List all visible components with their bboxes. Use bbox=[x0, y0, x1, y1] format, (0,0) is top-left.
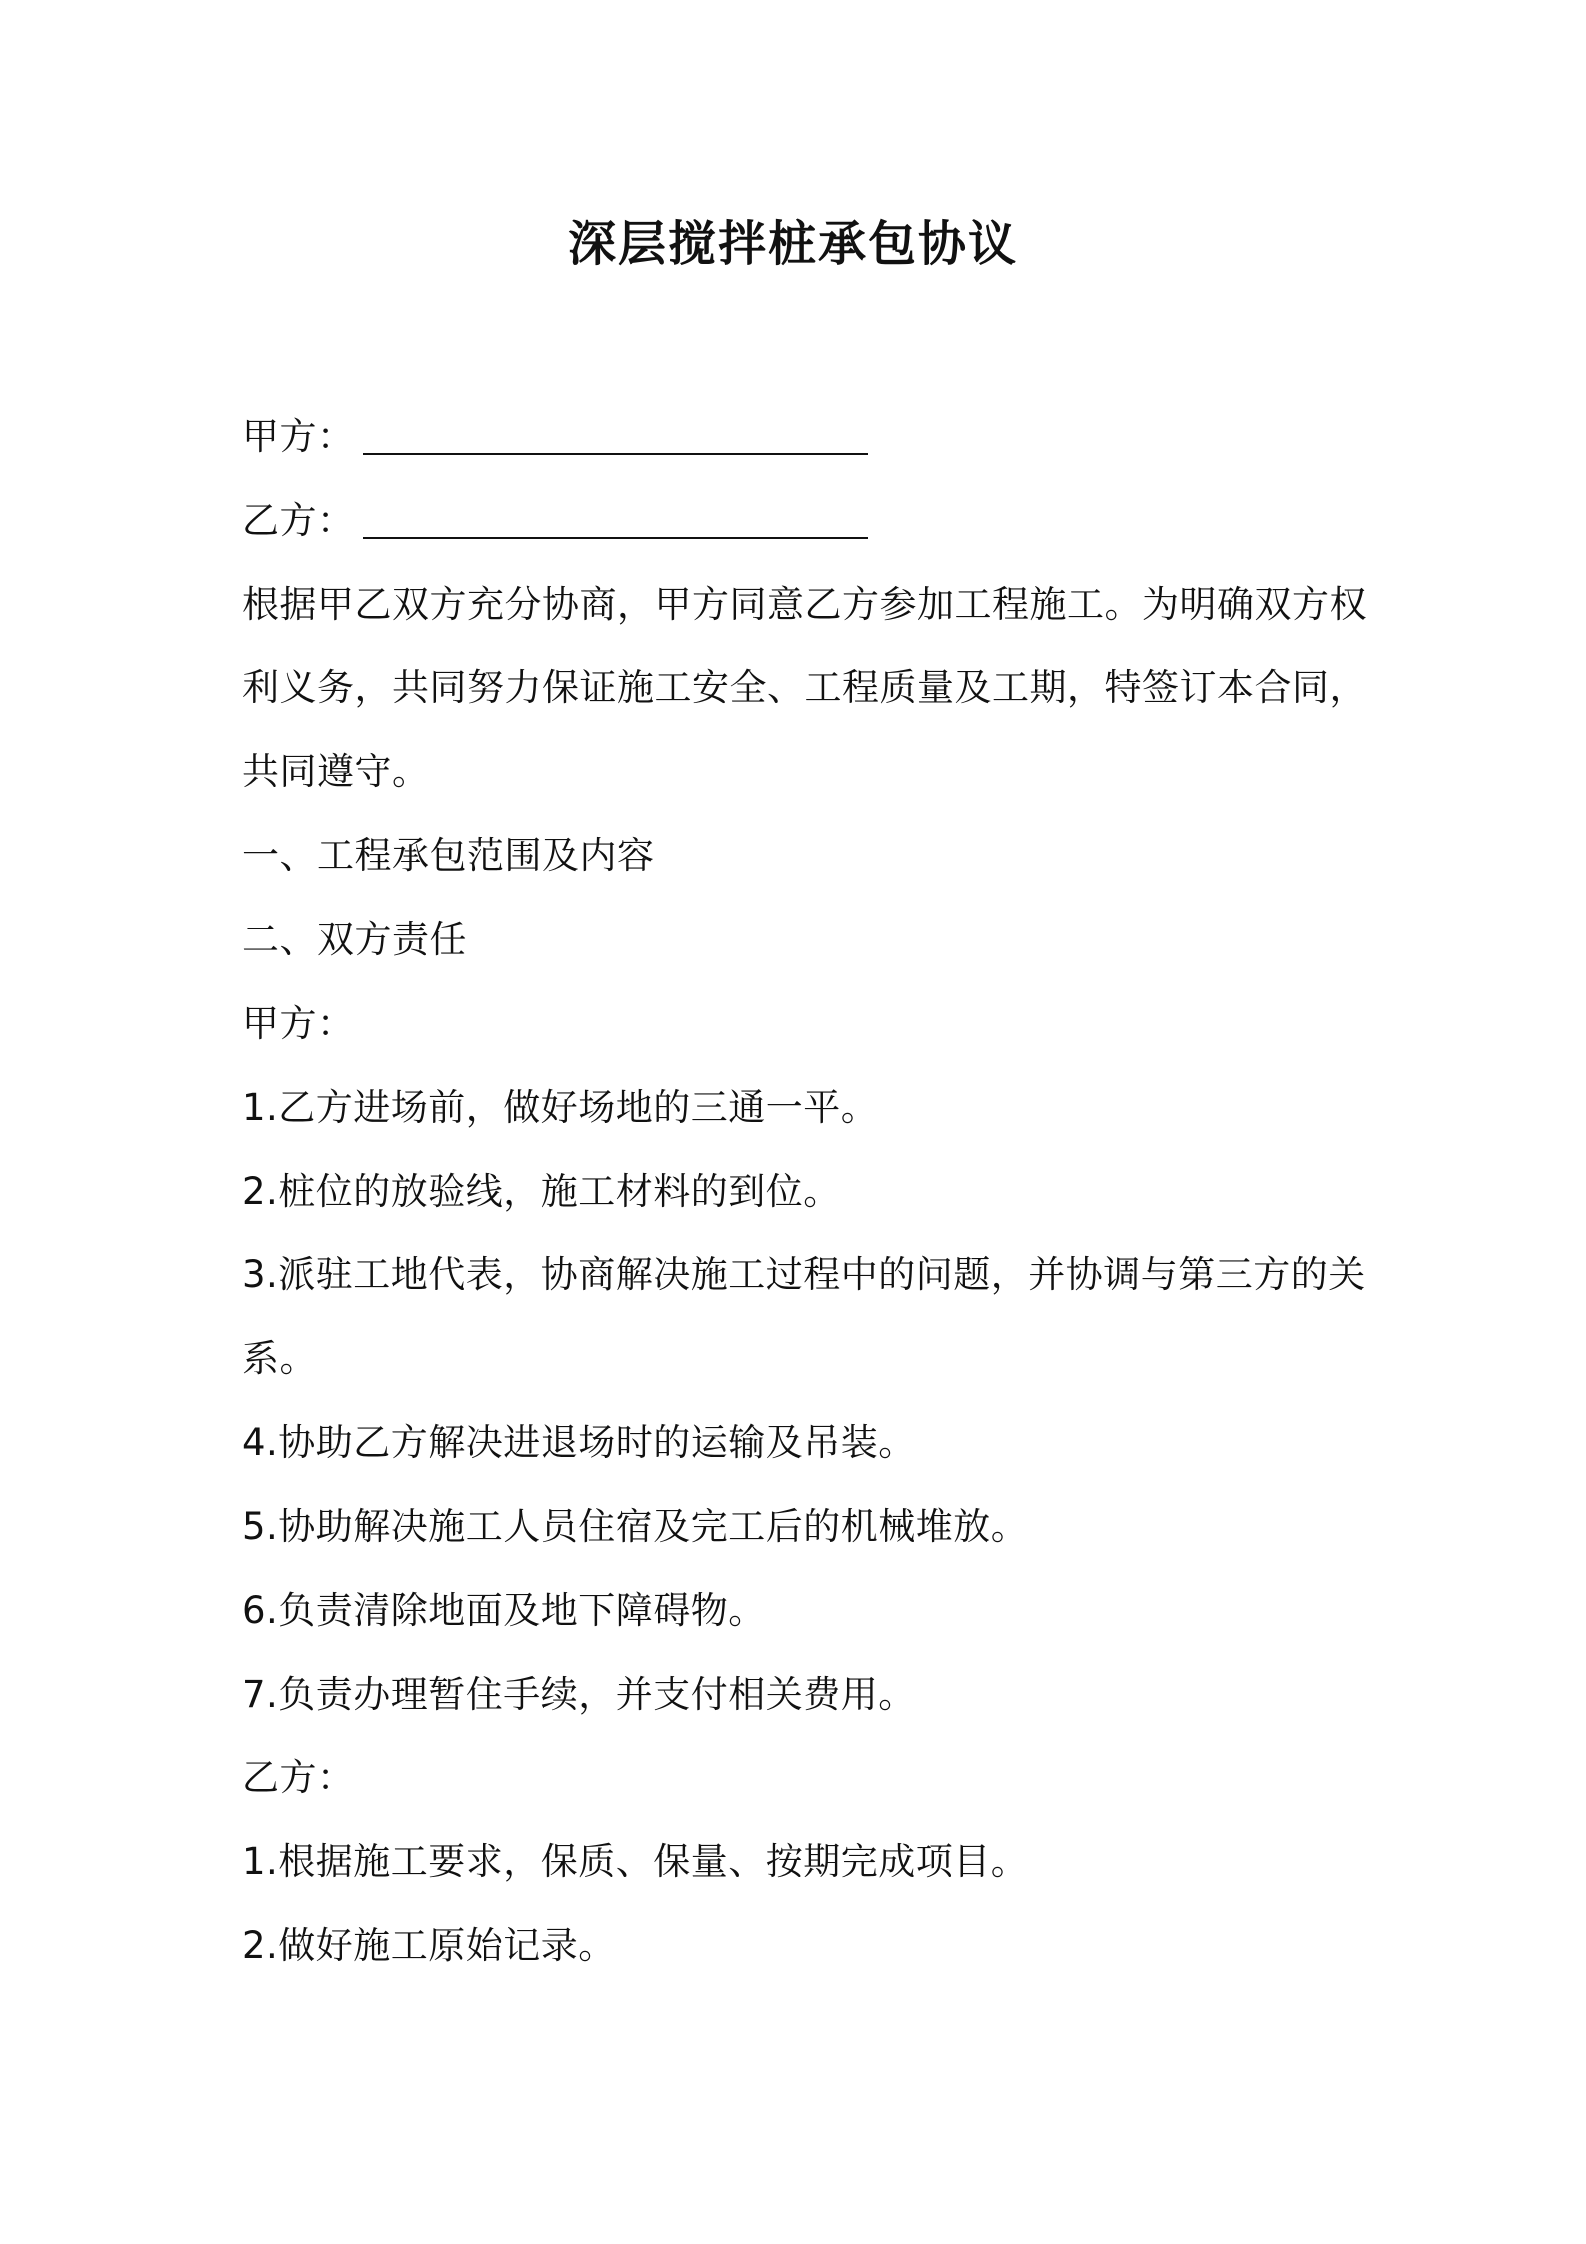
party-a-item: 2.桩位的放验线，施工材料的到位。 bbox=[242, 1170, 841, 1213]
preamble-line-2: 利义务，共同努力保证施工安全、工程质量及工期，特签订本合同， bbox=[242, 666, 1367, 709]
party-a-item: 1.乙方进场前，做好场地的三通一平。 bbox=[242, 1086, 879, 1129]
party-b-blank-line[interactable] bbox=[363, 537, 868, 539]
party-a-blank-line[interactable] bbox=[363, 453, 868, 455]
party-a-field bbox=[242, 413, 868, 461]
party-a-heading: 甲方： bbox=[242, 1002, 355, 1045]
party-b-field bbox=[242, 497, 868, 545]
document-title: 深层搅拌桩承包协议 bbox=[567, 216, 1018, 272]
party-b-item: 1.根据施工要求，保质、保量、按期完成项目。 bbox=[242, 1840, 1029, 1883]
party-b-label: 乙方： bbox=[242, 499, 355, 542]
section-heading-scope: 一、工程承包范围及内容 bbox=[242, 834, 655, 877]
party-a-item: 6.负责清除地面及地下障碍物。 bbox=[242, 1589, 766, 1632]
party-a-item-continued: 系。 bbox=[242, 1337, 317, 1380]
party-a-item: 3.派驻工地代表，协商解决施工过程中的问题，并协调与第三方的关 bbox=[242, 1253, 1366, 1296]
section-heading-responsibilities: 二、双方责任 bbox=[242, 918, 467, 961]
party-a-item: 7.负责办理暂住手续，并支付相关费用。 bbox=[242, 1673, 916, 1716]
party-a-item: 5.协助解决施工人员住宿及完工后的机械堆放。 bbox=[242, 1505, 1029, 1548]
party-a-label: 甲方： bbox=[242, 415, 355, 458]
party-b-heading: 乙方： bbox=[242, 1756, 355, 1799]
preamble-line-1: 根据甲乙双方充分协商，甲方同意乙方参加工程施工。为明确双方权 bbox=[242, 583, 1367, 626]
preamble-line-3: 共同遵守。 bbox=[242, 750, 430, 793]
party-a-item: 4.协助乙方解决进退场时的运输及吊装。 bbox=[242, 1421, 916, 1464]
party-b-item: 2.做好施工原始记录。 bbox=[242, 1924, 616, 1967]
